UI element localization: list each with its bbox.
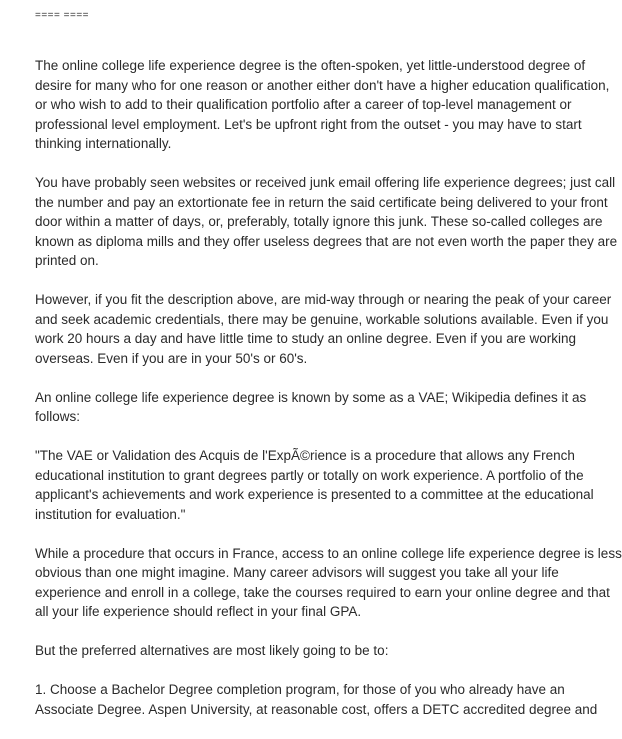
paragraph-diploma-mills [35,173,618,271]
text-line: door within a matter of days, or, preferably, totally ignore this junk. These so-called colleges are [35,214,603,229]
text-line: While a procedure that occurs in France, access to an online college life experience degree is less [35,545,622,561]
document-body [35,56,622,739]
text-line: overseas. Even if you are in your 50's or 60's. [35,350,308,366]
text-line: obvious than one might imagine. Many career advisors will suggest you take all your life [35,565,559,580]
text-line: An online college life experience degree is known by some as a VAE; Wikipedia defines it as [35,389,587,405]
text-line: experience and enroll in a college, take the courses required to earn your online degree and that [35,584,610,600]
text-line: "The VAE or Validation des Acquis de l'ExpÃ©rience is a procedure that allows any French [35,448,575,463]
text-line: work 20 hours a day and have little time to study an online degree. Even if you are working [35,331,577,346]
text-line: 1. Choose a Bachelor Degree completion program, for those of you who already have an [35,682,565,697]
text-line: follows: [35,409,81,424]
text-line: professional level employment. Let's be upfront right from the outset - you may have to start [35,116,582,132]
paragraph-vae-quote [35,446,594,524]
paragraph-however [35,290,612,368]
text-line: thinking internationally. [35,136,172,151]
paragraph-intro [35,56,610,154]
text-line: institution for evaluation." [35,506,186,522]
text-line: The online college life experience degree is the often-spoken, yet little-understood degree of [35,58,586,73]
text-line: desire for many who for one reason or another either don't have a higher education qualification, [35,77,610,93]
text-line: all your life experience should reflect in your final GPA. [35,604,362,619]
header-marks: ==== ==== [35,10,89,21]
text-line: printed on. [35,253,99,268]
text-line: and seek academic credentials, there may be genuine, workable solutions available. Even if you [35,311,609,327]
paragraph-vae-intro [35,388,587,427]
text-line: educational institution to grant degrees partly or totally on work experience. A portfolio of the [35,467,584,483]
paragraph-alternatives [35,641,575,661]
paragraph-list-item-1 [35,680,598,719]
text-line: known as diploma mills and they offer useless degrees that are not even worth the paper they are [35,233,618,249]
text-line: However, if you fit the description above, are mid-way through or nearing the peak of your career [35,292,612,307]
text-line: But the preferred alternatives are most likely going to be to: [35,643,389,658]
text-line: Associate Degree. Aspen University, at reasonable cost, offers a DETC accredited degree and [35,701,598,717]
text-line: or who wish to add to their qualification portfolio after a career of top-level management or [35,97,572,112]
paragraph-france [35,544,622,622]
text-line: applicant's achievements and work experience is presented to a committee at the educational [35,487,594,502]
text-line: the number and pay an extortionate fee in return the said certificate being delivered to your front [35,194,608,210]
text-line: You have probably seen websites or received junk email offering life experience degrees; just call [35,175,616,190]
